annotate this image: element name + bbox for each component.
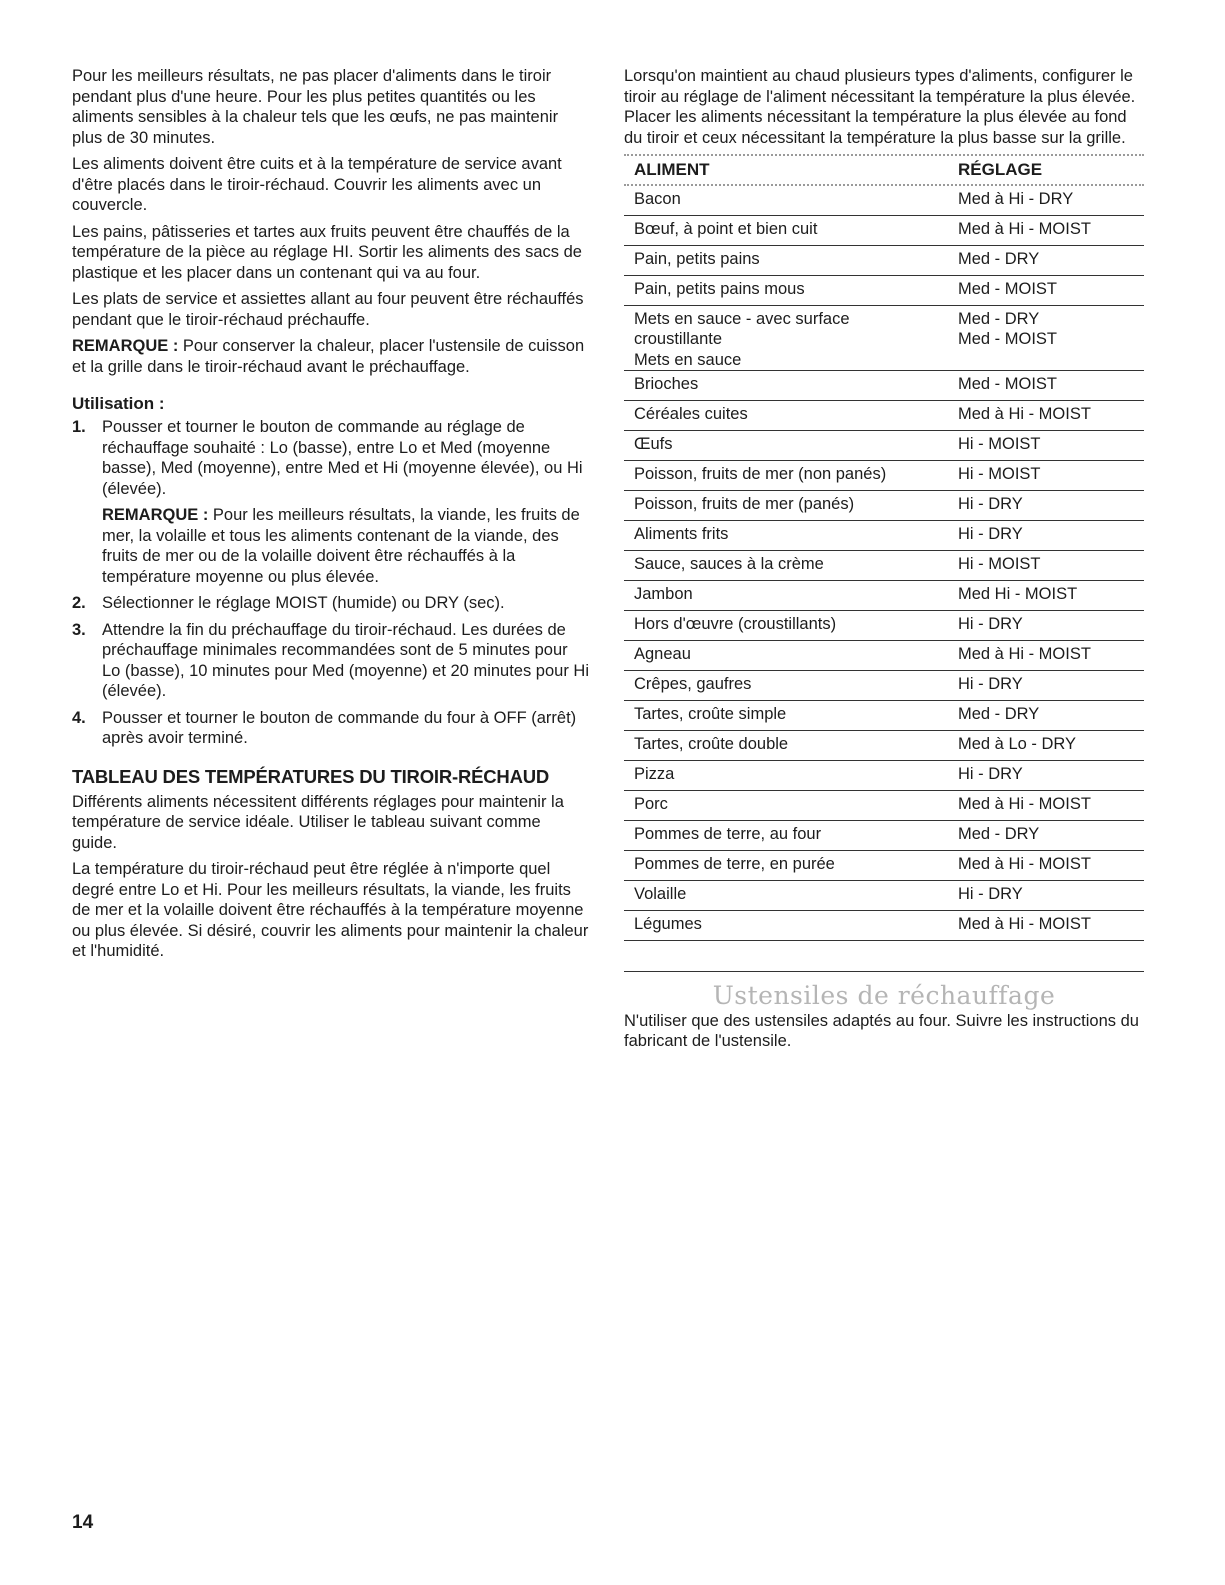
- cell-reglage: [958, 189, 1144, 215]
- table-row: [624, 461, 1144, 491]
- cell-text: Hi - MOIST: [958, 435, 1041, 453]
- intro-paragraph-2: Les aliments doivent être cuits et à la température de service avant d'être placés dans le tiroir-réchaud. Couvrir les aliments avec un couvercle.: [72, 155, 562, 214]
- table-row: [624, 881, 1144, 911]
- cell-reglage: [958, 554, 1144, 580]
- cell-text: Brioches: [634, 375, 699, 393]
- table-row: [624, 731, 1144, 761]
- table-row: [624, 431, 1144, 461]
- cell-reglage: [958, 854, 1144, 880]
- cell-reglage: [958, 249, 1144, 275]
- step-1: [72, 417, 590, 587]
- cell-text: Med à Hi - MOIST: [958, 405, 1091, 423]
- cell-text: Aliments frits: [634, 525, 729, 543]
- cell-text: Hors d'œuvre (croustillants): [634, 615, 837, 633]
- cell-text: Mets en sauce - avec surface: [634, 309, 850, 328]
- cell-aliment: [634, 464, 958, 490]
- cell-reglage: [958, 434, 1144, 460]
- cell-reglage: [958, 279, 1144, 305]
- cell-text: Med - DRY: [958, 309, 1040, 328]
- cell-aliment: [634, 644, 958, 670]
- table-row: [624, 911, 1144, 941]
- temperature-table: [624, 154, 1144, 972]
- header-reglage: RÉGLAGE: [958, 160, 1043, 179]
- cell-aliment: [634, 764, 958, 790]
- cell-text: Poisson, fruits de mer (non panés): [634, 465, 887, 483]
- cell-aliment: [634, 374, 958, 400]
- cell-text: Med - DRY: [958, 825, 1040, 843]
- cell-text: Mets en sauce: [634, 350, 742, 369]
- table-row: [624, 581, 1144, 611]
- cell-text: Med - MOIST: [958, 330, 1058, 348]
- cell-text: Porc: [634, 795, 668, 813]
- cell-text: Hi - DRY: [958, 675, 1023, 693]
- table-row: [624, 701, 1144, 731]
- cell-reglage: [958, 764, 1144, 790]
- table-section-paragraph-1: Différents aliments nécessitent différents réglages pour maintenir la température de service idéale. Utiliser le tableau suivant comme guide.: [72, 792, 564, 852]
- cell-reglage: [958, 884, 1144, 910]
- table-row: [624, 186, 1144, 216]
- cell-aliment: [634, 249, 958, 275]
- cell-text: Bœuf, à point et bien cuit: [634, 219, 818, 238]
- remark-label: REMARQUE :: [102, 506, 209, 524]
- cell-text: Med à Hi - MOIST: [958, 219, 1091, 238]
- page-number: 14: [72, 1512, 94, 1533]
- cell-reglage: [958, 374, 1144, 400]
- step-2: [72, 593, 590, 614]
- cell-aliment: [634, 884, 958, 910]
- cell-text: Hi - DRY: [958, 495, 1023, 513]
- cell-reglage: [958, 494, 1144, 520]
- remark-text: Pour les meilleurs résultats, la viande, les fruits de mer, la volaille et tous les aliments contenant de la viande, des fruits de mer ou de la volaille doivent être réchauffés à la température moyenne ou plus élevée.: [102, 506, 580, 586]
- cell-aliment: [634, 524, 958, 550]
- left-column: [72, 66, 590, 968]
- table-end-rule: [624, 941, 1144, 972]
- cell-aliment: [634, 734, 958, 760]
- right-column: [624, 66, 1144, 1058]
- cell-text: Tartes, croûte double: [634, 735, 789, 753]
- table-body: [624, 186, 1144, 942]
- table-row: [624, 491, 1144, 521]
- cell-text: Volaille: [634, 885, 687, 903]
- cell-reglage: [958, 404, 1144, 430]
- cell-reglage: [958, 614, 1144, 640]
- remark-text: Pour conserver la chaleur, placer l'ustensile de cuisson et la grille dans le tiroir-réchaud avant le préchauffage.: [72, 337, 585, 376]
- table-row: [624, 761, 1144, 791]
- multi-food-paragraph: Lorsqu'on maintient au chaud plusieurs types d'aliments, configurer le tiroir au réglage de l'aliment nécessitant la température la plus élevée. Placer les aliments nécessitant la température la plus élevée au fond du tiroir et ceux nécessitant la température la plus basse sur la grille.: [624, 67, 1136, 147]
- cell-text: Sauce, sauces à la crème: [634, 555, 824, 573]
- cell-text: Med - MOIST: [958, 375, 1058, 393]
- step-remark: [102, 505, 590, 587]
- step-3: [72, 620, 590, 702]
- table-row: [624, 851, 1144, 881]
- table-header: [624, 154, 1144, 186]
- header-aliment: ALIMENT: [634, 160, 710, 179]
- cell-text: Med à Hi - MOIST: [958, 915, 1091, 933]
- cell-aliment: [634, 914, 958, 940]
- cell-reglage: [958, 584, 1144, 610]
- cell-text: Hi - MOIST: [958, 555, 1041, 573]
- cell-text: Med à Hi - DRY: [958, 189, 1074, 208]
- cell-text: Med - MOIST: [958, 279, 1058, 298]
- cell-text: Hi - MOIST: [958, 465, 1041, 483]
- cell-text: Bacon: [634, 189, 681, 208]
- cell-aliment: [634, 854, 958, 880]
- cell-reglage: [958, 824, 1144, 850]
- cell-aliment: [634, 794, 958, 820]
- usage-steps: [72, 417, 590, 749]
- table-row: [624, 671, 1144, 701]
- cell-text: Crêpes, gaufres: [634, 675, 752, 693]
- cell-text: Med à Lo - DRY: [958, 735, 1076, 753]
- utensils-title: Ustensiles de réchauffage: [712, 981, 1056, 1010]
- cell-reglage: [958, 219, 1144, 245]
- cell-text: Pain, petits pains: [634, 249, 760, 268]
- table-row: [624, 641, 1144, 671]
- remark-paragraph: [72, 336, 590, 377]
- cell-text: Med à Hi - MOIST: [958, 645, 1091, 663]
- cell-text: Jambon: [634, 585, 693, 603]
- cell-text: croustillante: [634, 330, 723, 348]
- table-row: [624, 791, 1144, 821]
- table-row: [624, 276, 1144, 306]
- cell-reglage: [958, 644, 1144, 670]
- cell-reglage: [958, 794, 1144, 820]
- cell-text: Œufs: [634, 435, 673, 453]
- cell-text: Med Hi - MOIST: [958, 585, 1078, 603]
- cell-aliment: [634, 404, 958, 430]
- table-row: [624, 821, 1144, 851]
- cell-aliment: [634, 279, 958, 305]
- cell-aliment: [634, 309, 958, 371]
- cell-text: Med - DRY: [958, 705, 1040, 723]
- cell-aliment: [634, 434, 958, 460]
- intro-paragraph-1: Pour les meilleurs résultats, ne pas placer d'aliments dans le tiroir pendant plus d'une heure. Pour les plus petites quantités ou les aliments sensibles à la chaleur tels que les œufs, ne pas maintenir plus de 30 minutes.: [72, 67, 559, 147]
- cell-aliment: [634, 614, 958, 640]
- table-row: [624, 611, 1144, 641]
- cell-text: Hi - DRY: [958, 885, 1023, 903]
- cell-text: Pommes de terre, au four: [634, 825, 822, 843]
- cell-reglage: [958, 704, 1144, 730]
- table-row: [624, 246, 1144, 276]
- intro-paragraph-4: Les plats de service et assiettes allant au four peuvent être réchauffés pendant que le tiroir-réchaud préchauffe.: [72, 290, 584, 329]
- cell-text: Hi - DRY: [958, 525, 1023, 543]
- cell-reglage: [958, 734, 1144, 760]
- remark-label: REMARQUE :: [72, 337, 179, 355]
- cell-text: Hi - DRY: [958, 615, 1023, 633]
- cell-aliment: [634, 189, 958, 215]
- table-row: [624, 216, 1144, 246]
- cell-text: Légumes: [634, 915, 702, 933]
- cell-aliment: [634, 494, 958, 520]
- table-row: [624, 551, 1144, 581]
- utensils-paragraph: N'utiliser que des ustensiles adaptés au four. Suivre les instructions du fabricant de l'ustensile.: [624, 1011, 1139, 1050]
- step-number: 4.: [72, 708, 86, 727]
- cell-aliment: [634, 674, 958, 700]
- table-row: [624, 371, 1144, 401]
- cell-text: Med à Hi - MOIST: [958, 855, 1091, 873]
- cell-reglage: [958, 309, 1144, 371]
- cell-reglage: [958, 914, 1144, 940]
- cell-aliment: [634, 554, 958, 580]
- intro-paragraph-3: Les pains, pâtisseries et tartes aux fruits peuvent être chauffés de la température de la pièce au réglage HI. Sortir les aliments des sacs de plastique et les placer dans un contenant qui va au four.: [72, 222, 582, 282]
- cell-text: Tartes, croûte simple: [634, 705, 787, 723]
- step-text: Pousser et tourner le bouton de commande du four à OFF (arrêt) après avoir terminé.: [102, 708, 577, 747]
- cell-text: Pain, petits pains mous: [634, 279, 805, 298]
- cell-text: Hi - DRY: [958, 765, 1023, 783]
- table-section-title: TABLEAU DES TEMPÉRATURES DU TIROIR-RÉCHAUD: [72, 765, 550, 787]
- table-row: [624, 521, 1144, 551]
- table-row: [624, 401, 1144, 431]
- cell-text: Pizza: [634, 765, 675, 783]
- cell-text: Med à Hi - MOIST: [958, 795, 1091, 813]
- step-number: 1.: [72, 418, 86, 436]
- cell-text: Med - DRY: [958, 249, 1040, 268]
- step-text: Sélectionner le réglage MOIST (humide) ou DRY (sec).: [102, 594, 505, 612]
- step-text: Pousser et tourner le bouton de commande au réglage de réchauffage souhaité : Lo (basse), entre Lo et Med (moyenne basse), Med (moyenne), entre Med et Hi (moyenne élevée), ou Hi (élevée).: [102, 418, 583, 498]
- cell-aliment: [634, 824, 958, 850]
- usage-title: Utilisation :: [72, 394, 165, 413]
- cell-text: Poisson, fruits de mer (panés): [634, 495, 855, 513]
- table-section-paragraph-2: La température du tiroir-réchaud peut être réglée à n'importe quel degré entre Lo et Hi. Pour les meilleurs résultats, la viande, les fruits de mer et la volaille doivent être réchauffés à la température moyenne ou plus élevée. Si désiré, couvrir les aliments pour maintenir la chaleur et l'humidité.: [72, 860, 589, 960]
- step-4: [72, 708, 590, 749]
- step-text: Attendre la fin du préchauffage du tiroir-réchaud. Les durées de préchauffage minimales recommandées sont de 5 minutes pour Lo (basse), 10 minutes pour Med (moyenne) et 20 minutes pour Hi (élevée).: [102, 620, 589, 700]
- cell-text: Pommes de terre, en purée: [634, 855, 835, 873]
- cell-reglage: [958, 464, 1144, 490]
- cell-reglage: [958, 524, 1144, 550]
- cell-aliment: [634, 219, 958, 245]
- cell-text: Céréales cuites: [634, 405, 748, 423]
- step-number: 2.: [72, 594, 86, 612]
- step-number: 3.: [72, 620, 86, 639]
- cell-aliment: [634, 584, 958, 610]
- cell-text: Agneau: [634, 645, 691, 663]
- table-row: [624, 306, 1144, 372]
- cell-aliment: [634, 704, 958, 730]
- cell-reglage: [958, 674, 1144, 700]
